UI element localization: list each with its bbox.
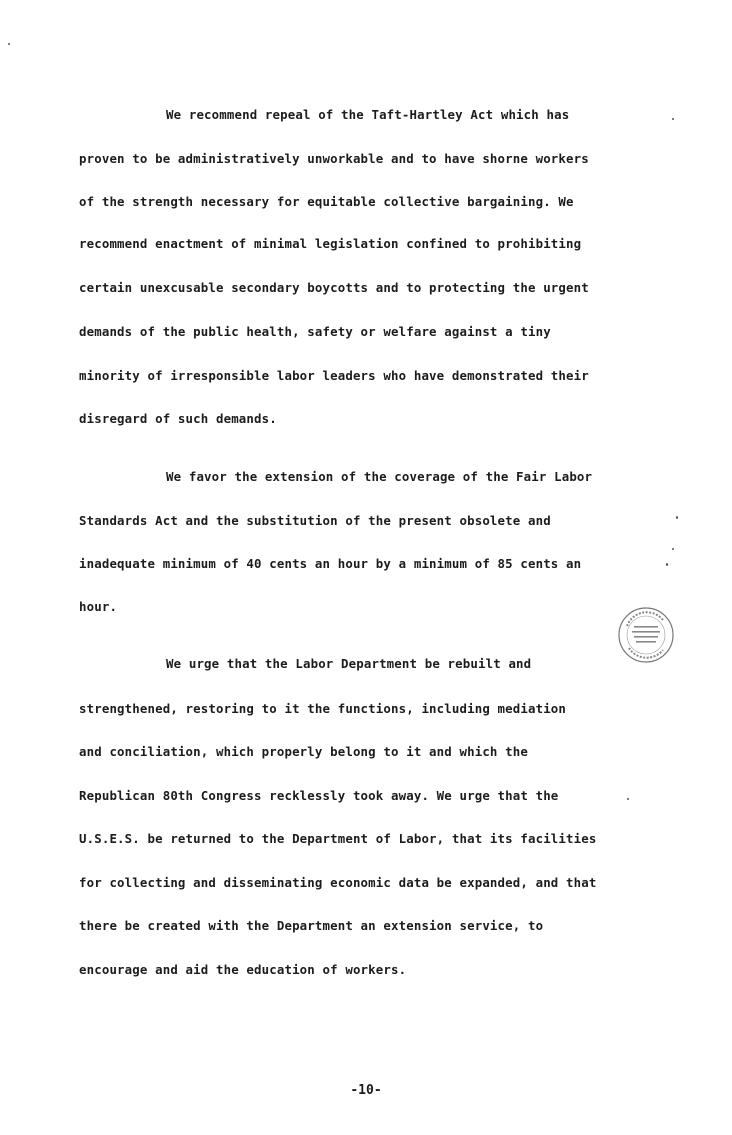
scan-speck — [8, 43, 10, 45]
paragraph-1-line-5: certain unexcusable secondary boycotts and to protecting the urgent — [79, 280, 589, 295]
paragraph-1-line-2: proven to be administratively unworkable and to have shorne workers — [79, 151, 589, 166]
library-stamp-icon — [617, 606, 675, 664]
paragraph-1-line-4: recommend enactment of minimal legislation confined to prohibiting — [79, 236, 582, 251]
paragraph-3-line-6: for collecting and disseminating economic data be expanded, and that — [79, 875, 597, 890]
paragraph-2-line-3: inadequate minimum of 40 cents an hour by a minimum of 85 cents an — [79, 556, 582, 571]
scan-speck — [676, 516, 678, 519]
paragraph-3-line-5: U.S.E.S. be returned to the Department of Labor, that its facilities — [79, 831, 597, 846]
paragraph-3-line-2: strengthened, restoring to it the functions, including mediation — [79, 701, 567, 716]
paragraph-3-line-7: there be created with the Department an extension service, to — [79, 918, 544, 933]
paragraph-1-line-7: minority of irresponsible labor leaders who have demonstrated their — [79, 368, 589, 383]
paragraph-3-line-3: and conciliation, which properly belong to it and which the — [79, 744, 528, 759]
paragraph-2-line-4: hour. — [79, 599, 118, 614]
scan-speck — [672, 548, 674, 550]
scan-speck — [627, 798, 629, 800]
scan-speck — [666, 563, 668, 566]
paragraph-1-line-3: of the strength necessary for equitable collective bargaining. We — [79, 194, 574, 209]
paragraph-2-line-2: Standards Act and the substitution of the present obsolete and — [79, 513, 551, 528]
paragraph-3-line-8: encourage and aid the education of workers. — [79, 962, 407, 977]
scan-speck — [672, 118, 674, 120]
paragraph-3-line-1: We urge that the Labor Department be rebuilt and — [166, 656, 532, 671]
paragraph-1-line-1: We recommend repeal of the Taft-Hartley Act which has — [166, 107, 570, 122]
paragraph-3-line-4: Republican 80th Congress recklessly took away. We urge that the — [79, 788, 559, 803]
paragraph-2-line-1: We favor the extension of the coverage of the Fair Labor — [166, 469, 593, 484]
paragraph-1-line-8: disregard of such demands. — [79, 411, 277, 426]
page-number: -10- — [350, 1083, 382, 1098]
paragraph-1-line-6: demands of the public health, safety or welfare against a tiny — [79, 324, 551, 339]
